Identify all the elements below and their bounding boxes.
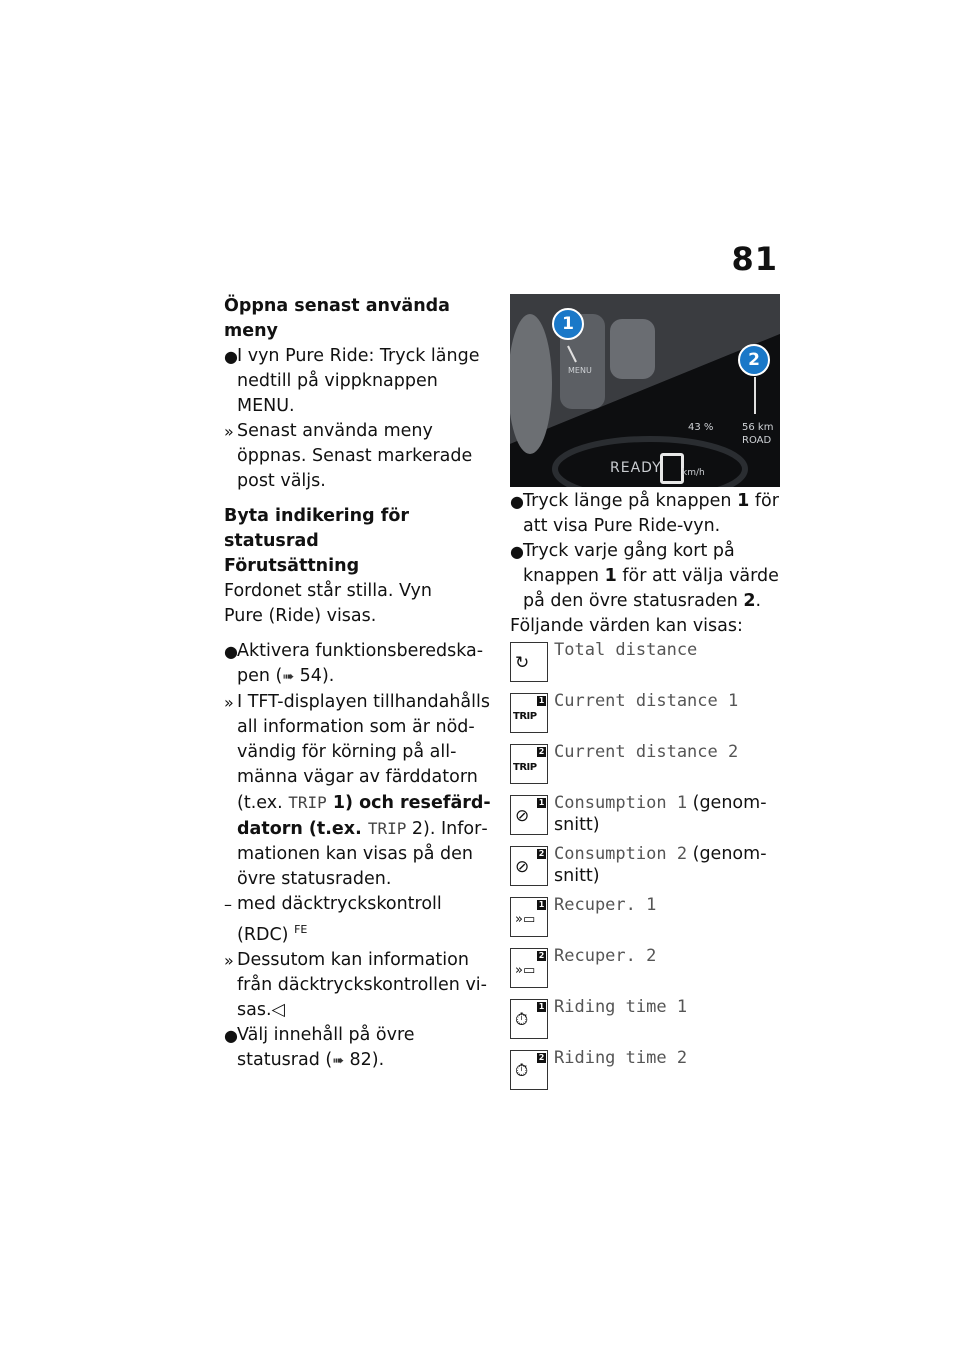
stopwatch-1-icon: ⏱ 1 [510,999,548,1039]
value-item [510,792,782,843]
callout-1: 1 [552,308,584,340]
bullet-icon: ● [510,542,524,561]
page-number: 81 [731,240,778,278]
odometer-icon: ↻ [510,642,548,682]
value-label: Recuper. 2 [554,946,657,966]
callout-2: 2 [738,344,770,376]
status-km: 56 km [742,422,774,433]
stopwatch-2-icon: ⏱ 2 [510,1050,548,1090]
bullet-step: ● Tryck varje gång kort på knappen 1 för att välja värde på den övre statusraden 2. [510,539,782,614]
value-label: Recuper. 1 [554,895,657,915]
left-column [224,294,494,1074]
speed-unit: km/h [682,468,705,478]
heading-change-status: Byta indikering för statusrad [224,506,410,551]
handlebar-photo [510,294,780,487]
result-arrow-icon: » [224,693,234,712]
speed-digit [660,453,684,484]
bullet-icon: ● [224,1025,238,1045]
consumption-1-icon: ⊘ 1 [510,795,548,835]
value-item [510,1047,782,1098]
value-item [510,894,782,945]
consumption-2-icon: ⊘ 2 [510,846,548,886]
value-item [510,843,782,894]
value-label: Riding time 1 [554,997,688,1017]
dash-step: – med däcktryckskontroll (RDC) $^{FE}$ [224,892,494,948]
status-percent: 43 % [688,422,714,433]
riding-mode: ROAD [742,435,772,446]
precondition-text: Fordonet står stilla. Vyn Pure (Ride) visas. [224,581,432,626]
trip-2-icon: TRIP 2 [510,744,548,784]
bullet-step: ● Tryck länge på knappen 1 för att visa Pure Ride-vyn. [510,489,782,539]
ready-label: READY [610,460,662,476]
value-item [510,945,782,996]
result-step: » Senast använda meny öppnas. Senast markerade post väljs. [224,419,494,494]
heading-precondition: Förutsättning [224,556,360,576]
value-label: Total distance [554,640,698,660]
right-column [510,294,782,1098]
page-ref-arrow-icon: ➠ [332,1052,344,1069]
result-step: » Dessutom kan information från däcktryckskontrollen visas.◁ [224,948,494,1023]
bullet-step: ● I vyn Pure Ride: Tryck länge nedtill på vippknappen MENU. [224,344,494,419]
value-label: Riding time 2 [554,1048,688,1068]
page-ref-arrow-icon: ➠ [282,669,295,685]
bullet-icon: ● [510,492,524,511]
photo-illustration [510,294,780,487]
menu-label: MENU [568,366,592,375]
value-label: Consumption 1 (genomsnitt) [554,793,767,835]
value-label: Current distance 2 [554,742,739,762]
values-intro: Följande värden kan visas: [510,616,743,636]
bullet-icon: ● [224,642,238,661]
dash-icon: – [224,895,232,914]
result-step: » I TFT-displayen tillhandahålls all information som är nödvändig för körning på allmänna vägar av färddatorn (t.ex. TRIP 1) och resefärddatorn (t.ex. TRIP 2). Informationen kan visas på den övre statusraden. [224,690,494,892]
value-item [510,690,782,741]
recuperation-2-icon: »▭ 2 [510,948,548,988]
value-item [510,996,782,1047]
value-item [510,639,782,690]
result-arrow-icon: » [224,422,234,441]
bullet-step: ● Aktivera funktionsberedskapen (➠ 54). [224,639,494,690]
trip-1-icon: TRIP 1 [510,693,548,733]
result-arrow-icon: » [224,950,234,970]
values-list [510,639,782,1098]
value-item [510,741,782,792]
recuperation-1-icon: »▭ 1 [510,897,548,937]
bullet-step: ● Välj innehåll på övre statusrad (➠ 82). [224,1023,494,1074]
value-label: Consumption 2 (genomsnitt) [554,844,767,886]
heading-last-menu: Öppna senast använda meny [224,296,450,341]
value-label: Current distance 1 [554,691,739,711]
bullet-icon: ● [224,347,238,366]
